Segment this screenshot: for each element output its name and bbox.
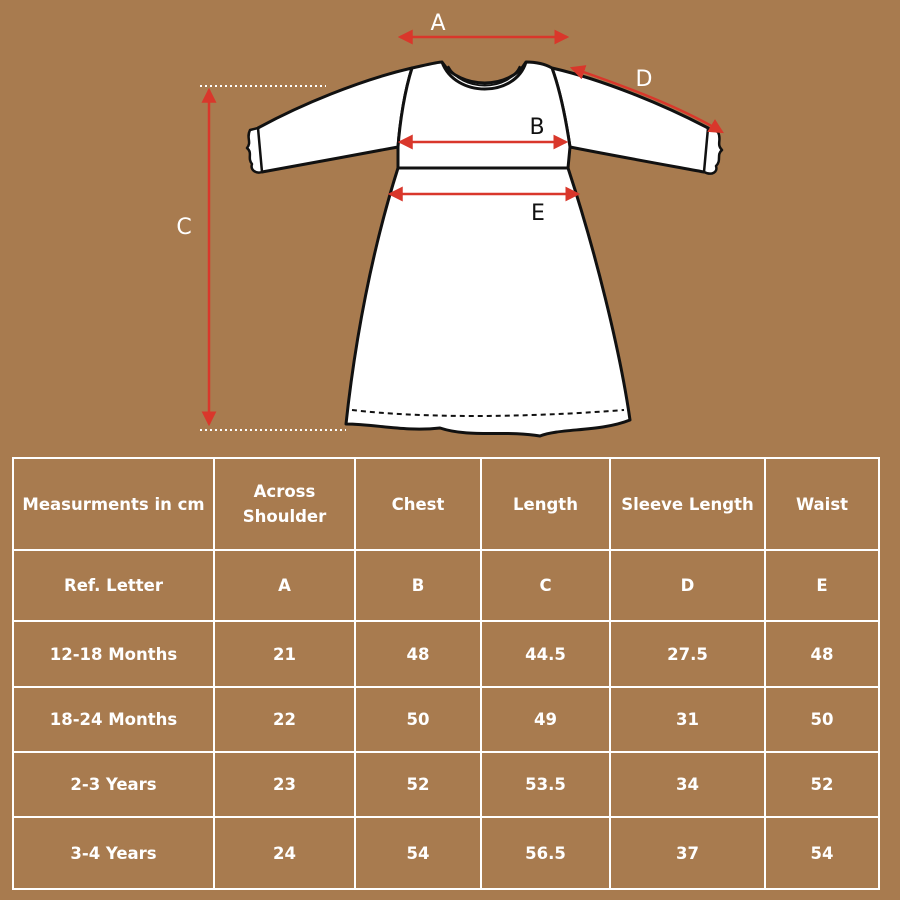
- ref-letter-row: [13, 550, 879, 621]
- table-cell: 44.5: [481, 621, 610, 687]
- table-cell: 12-18 Months: [13, 621, 214, 687]
- table-header-row: [13, 458, 879, 550]
- header-cell: Across Shoulder: [214, 458, 355, 550]
- table-cell: 48: [355, 621, 481, 687]
- label-a: A: [430, 11, 446, 36]
- table-cell: 18-24 Months: [13, 687, 214, 752]
- header-cell: Waist: [765, 458, 879, 550]
- table-cell: 37: [610, 817, 765, 889]
- size-chart-table: [12, 457, 880, 890]
- table-cell: 50: [355, 687, 481, 752]
- table-row: [13, 817, 879, 889]
- table-cell: 24: [214, 817, 355, 889]
- table-cell: C: [481, 550, 610, 621]
- table-cell: 2-3 Years: [13, 752, 214, 817]
- table-cell: E: [765, 550, 879, 621]
- table-cell: 34: [610, 752, 765, 817]
- label-b: B: [529, 115, 545, 140]
- table-cell: 31: [610, 687, 765, 752]
- skirt: [346, 168, 630, 436]
- table-row: [13, 752, 879, 817]
- header-cell: Chest: [355, 458, 481, 550]
- header-cell: Length: [481, 458, 610, 550]
- table-cell: 52: [765, 752, 879, 817]
- table-cell: 23: [214, 752, 355, 817]
- header-cell: Measurments in cm: [13, 458, 214, 550]
- label-e: E: [531, 201, 545, 226]
- label-c: C: [176, 215, 192, 240]
- table-row: [13, 687, 879, 752]
- label-d: D: [635, 67, 653, 92]
- left-sleeve: [250, 68, 412, 172]
- table-cell: 22: [214, 687, 355, 752]
- header-cell: Sleeve Length: [610, 458, 765, 550]
- right-cuff-ruffle: [704, 128, 722, 174]
- table-cell: 3-4 Years: [13, 817, 214, 889]
- table-cell: 21: [214, 621, 355, 687]
- table-cell: 53.5: [481, 752, 610, 817]
- table-cell: Ref. Letter: [13, 550, 214, 621]
- table-cell: B: [355, 550, 481, 621]
- dress-illustration: [247, 62, 722, 436]
- table-cell: A: [214, 550, 355, 621]
- table-row: [13, 621, 879, 687]
- table-cell: 54: [765, 817, 879, 889]
- table-cell: D: [610, 550, 765, 621]
- table-cell: 50: [765, 687, 879, 752]
- table-cell: 27.5: [610, 621, 765, 687]
- table-cell: 49: [481, 687, 610, 752]
- table-cell: 56.5: [481, 817, 610, 889]
- left-cuff-ruffle: [247, 128, 262, 173]
- table-cell: 54: [355, 817, 481, 889]
- table-cell: 48: [765, 621, 879, 687]
- table-cell: 52: [355, 752, 481, 817]
